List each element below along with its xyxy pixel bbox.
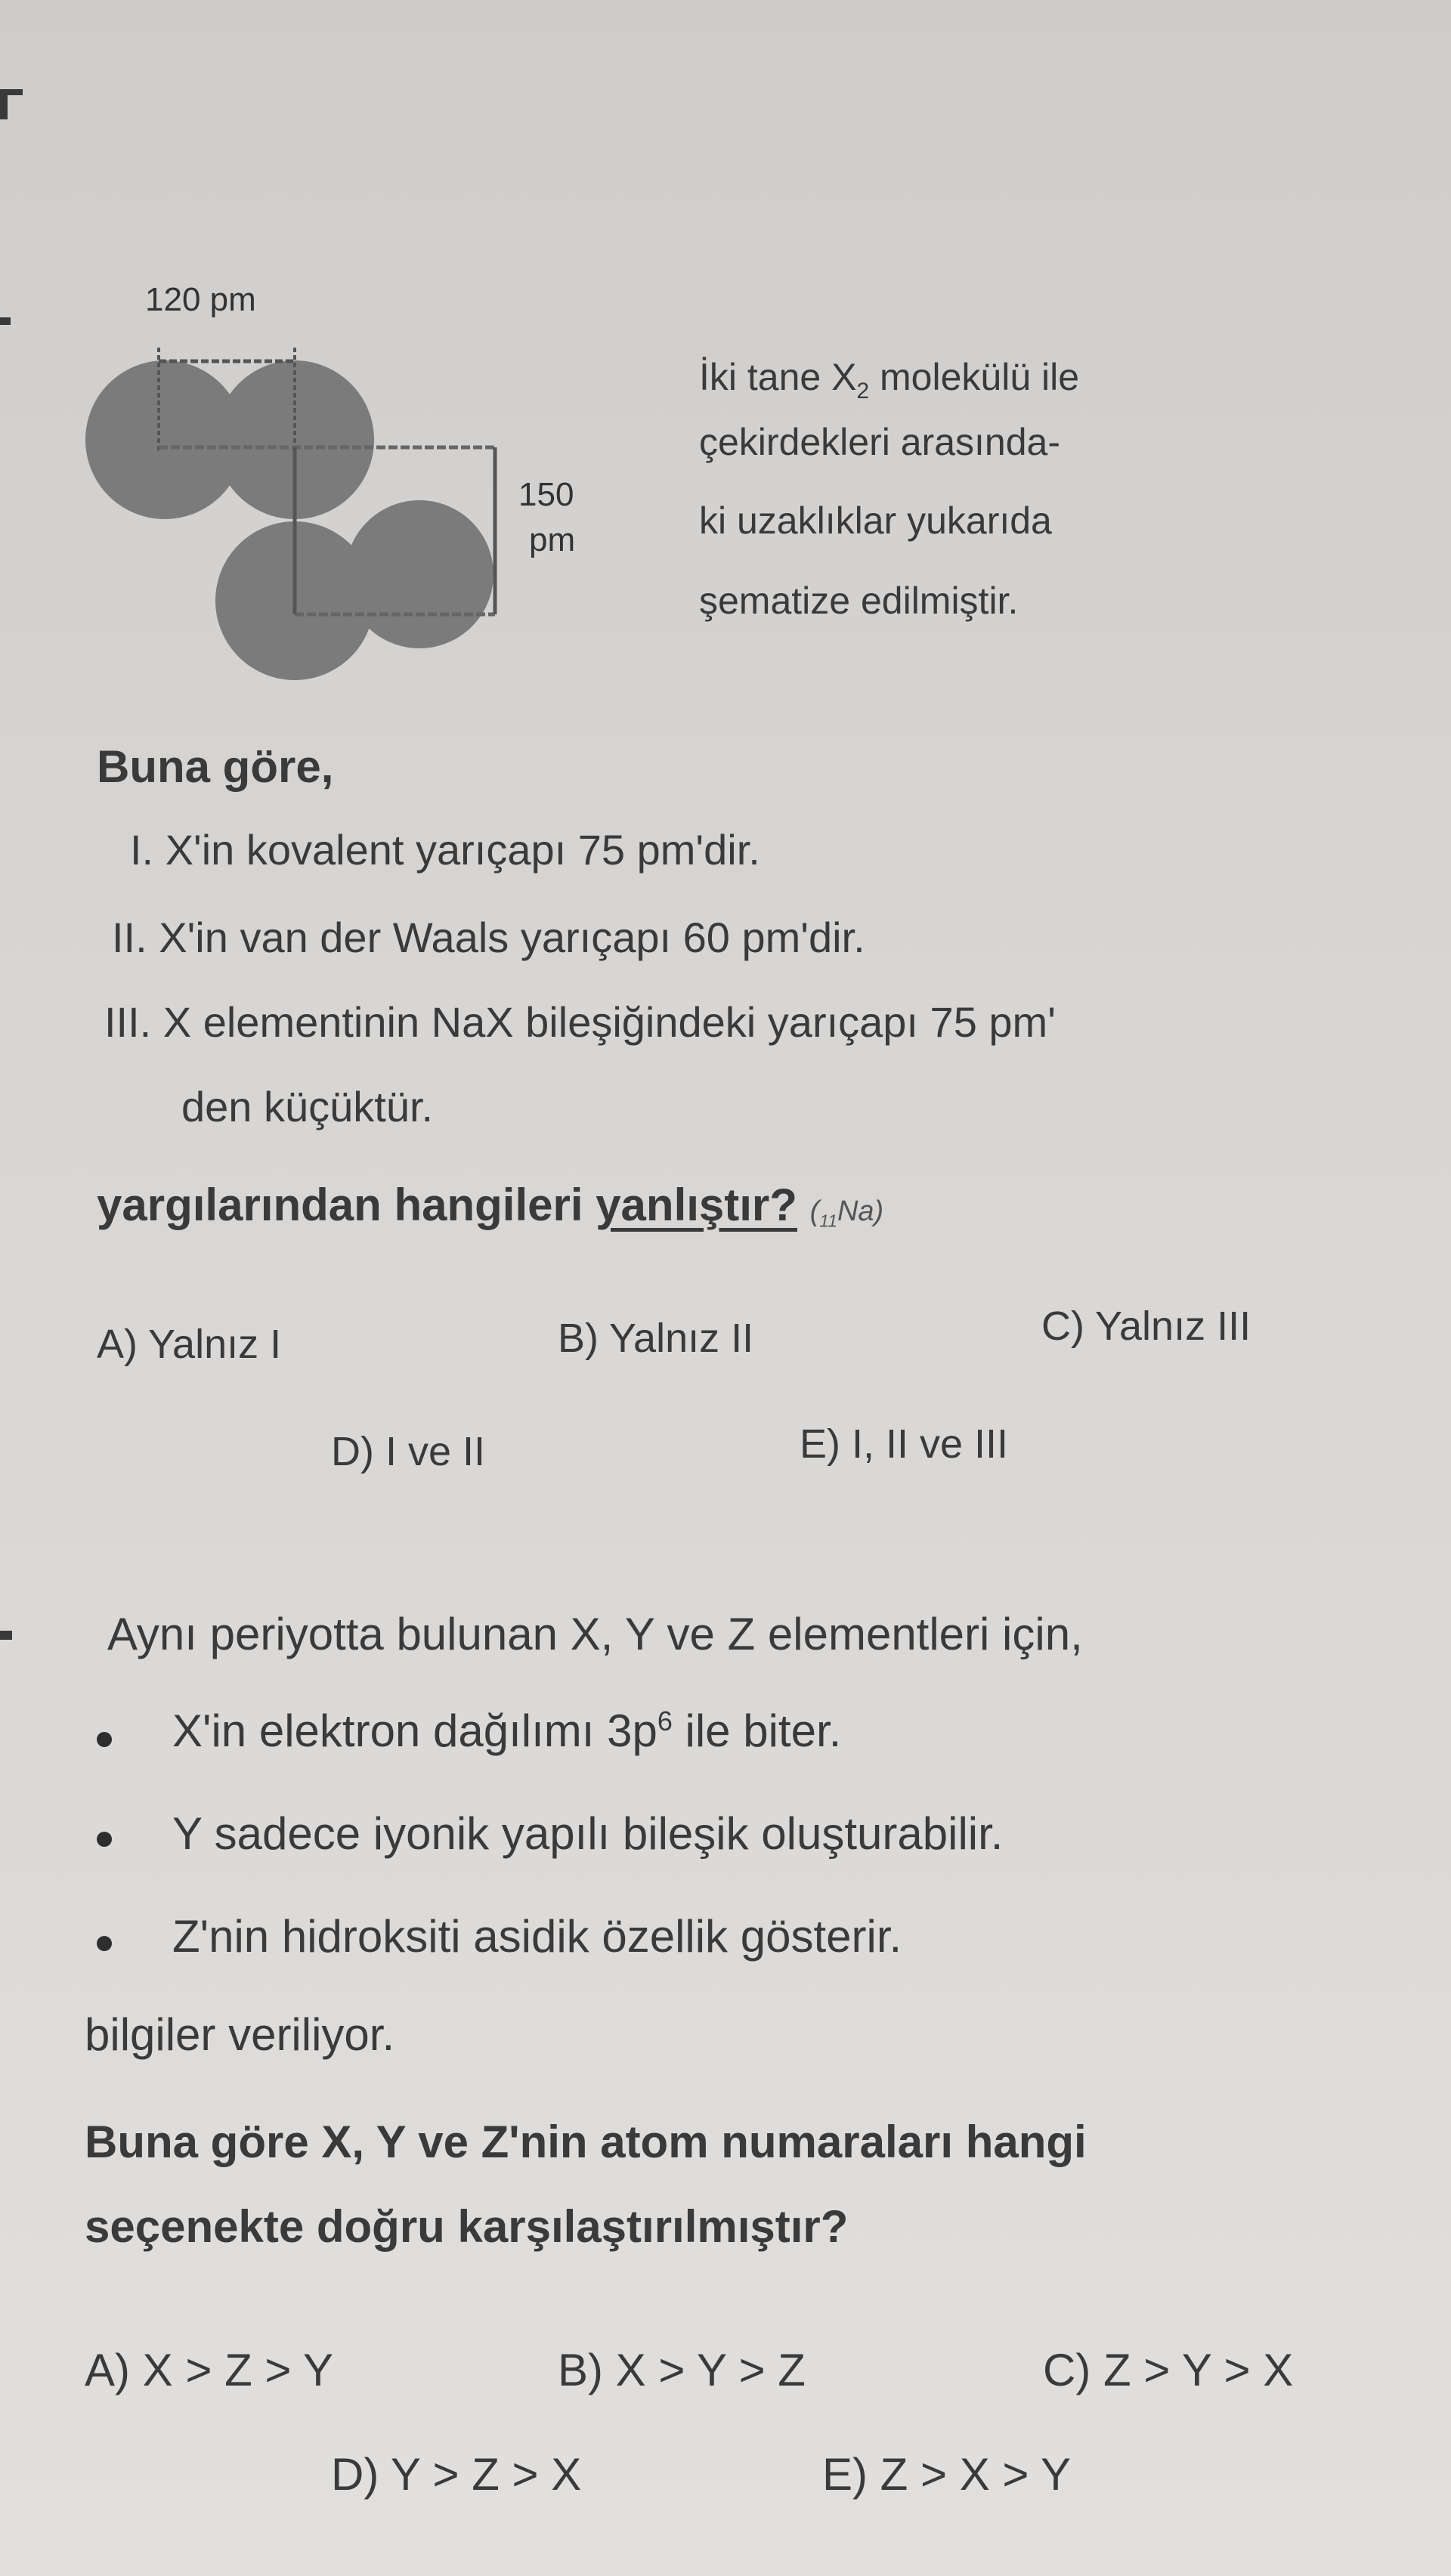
q2-option-c[interactable]: C) Z > Y > X [1043, 2345, 1294, 2395]
question-1-keyword: yanlıştır? [596, 1180, 797, 1230]
q1-option-e[interactable]: E) I, II ve III [800, 1421, 1009, 1467]
lower-atom-right [345, 500, 493, 648]
q1-option-a[interactable]: A) Yalnız I [97, 1322, 282, 1367]
bullet-1 [172, 1705, 841, 1757]
statement-3 [104, 997, 1056, 1047]
x2-molecules-diagram [76, 325, 544, 710]
distance-label-150: 150 [518, 476, 574, 513]
statement-3-continuation: den küçüktür. [181, 1083, 434, 1130]
bullet-3: Z'nin hidroksiti asidik özellik gösterir. [172, 1911, 902, 1962]
q2-option-a[interactable]: A) X > Z > Y [85, 2345, 334, 2395]
bullet-1-superscript: 6 [657, 1705, 673, 1736]
description-line-4: şematize edilmiştir. [699, 580, 1019, 622]
description-line-2: çekirdekleri arasında- [699, 421, 1060, 463]
q1-option-d[interactable]: D) I ve II [331, 1429, 486, 1474]
bullet-1-dot [97, 1732, 112, 1747]
question-2-intro: Aynı periyotta bulunan X, Y ve Z elementleri için, [107, 1609, 1083, 1659]
bullet-1-text-end: ile biter. [672, 1705, 842, 1756]
note-open-paren: ( [809, 1195, 820, 1227]
q1-option-b[interactable]: B) Yalnız II [558, 1316, 754, 1361]
question-1-prompt-start: yargılarından hangileri [97, 1180, 596, 1230]
statement-2-number: II. [112, 914, 147, 961]
bullet-2-dot [97, 1832, 112, 1847]
distance-label-pm: pm [529, 521, 576, 558]
bullet-1-text: X'in elektron dağılımı 3p [172, 1705, 657, 1756]
description-line-3: ki uzaklıklar yukarıda [699, 499, 1052, 542]
statement-1-text: X'in kovalent yarıçapı 75 pm'dir. [165, 826, 760, 874]
margin-mark-top-stem [0, 89, 8, 119]
statement-2-text: X'in van der Waals yarıçapı 60 pm'dir. [159, 914, 865, 961]
statement-2 [112, 913, 865, 962]
atomic-number-note [809, 1195, 884, 1231]
statement-3-number: III. [104, 998, 152, 1046]
question-1-intro: Buna göre, [97, 741, 334, 792]
q1-option-c[interactable]: C) Yalnız III [1041, 1303, 1251, 1349]
q2-option-e[interactable]: E) Z > X > Y [822, 2449, 1072, 2500]
margin-mark-dot [0, 317, 11, 325]
q2-option-d[interactable]: D) Y > Z > X [331, 2449, 582, 2500]
distance-label-120pm: 120 pm [145, 281, 256, 318]
question-1-prompt [97, 1179, 883, 1232]
description-line-1-end: molekülü ile [869, 356, 1080, 398]
bullet-2: Y sadece iyonik yapılı bileşik oluşturabilir. [172, 1808, 1004, 1859]
statement-1-number: I. [130, 826, 154, 874]
bullet-3-dot [97, 1936, 112, 1951]
q2-option-b[interactable]: B) X > Y > Z [558, 2345, 806, 2395]
statement-1 [130, 825, 760, 874]
question-2-prompt-line-2: seçenekte doğru karşılaştırılmıştır? [85, 2201, 849, 2252]
margin-mark-dot-2 [0, 1631, 12, 1640]
note-atomic-number: 11 [819, 1211, 837, 1231]
question-2-prompt-line-1: Buna göre X, Y ve Z'nin atom numaraları hangi [85, 2117, 1087, 2167]
statement-3-text: X elementinin NaX bileşiğindeki yarıçapı 75 pm' [162, 998, 1056, 1046]
note-element: Na) [837, 1195, 884, 1227]
question-2-given: bilgiler veriliyor. [85, 2009, 395, 2060]
x2-subscript: 2 [856, 379, 870, 404]
description-line-1-start: İki tane X [699, 356, 857, 398]
